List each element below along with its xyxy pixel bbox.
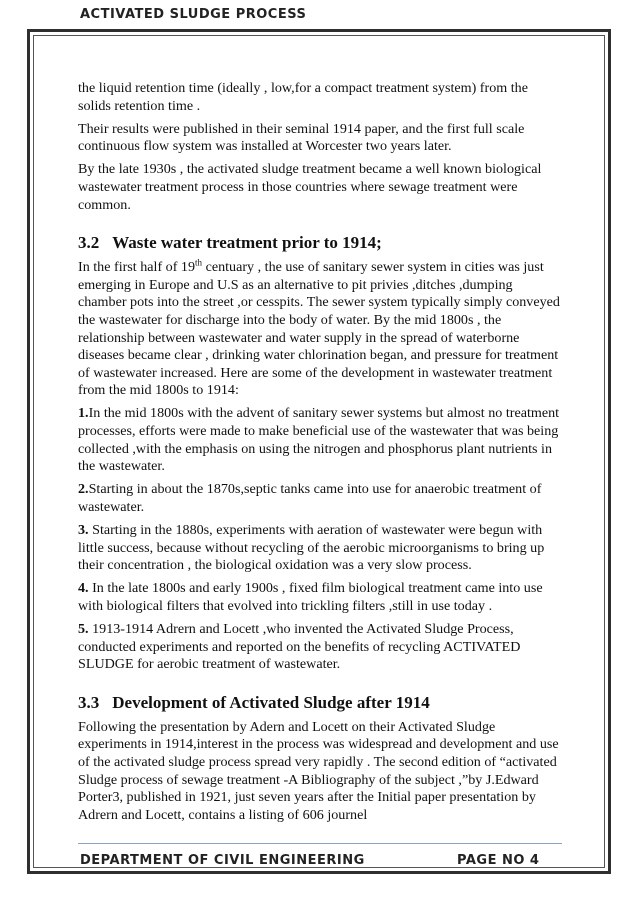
section-title: Development of Activated Sludge after 1914 bbox=[112, 692, 430, 712]
section-heading-3-3 bbox=[78, 693, 562, 713]
section-3-3-body: Following the presentation by Adern and Locett on their Activated Sludge experiments in 1914,interest in the process was widespread and development and use of the activated sludge process spread very rapidly . The second edition of “activated Sludge process of sewage treatment -A Bibliography of the subject ,”by J.Edward Porter3, published in 1921, just seven years after the Initial paper presentation by Adrern and Locett, contains a listing of 606 journel bbox=[78, 718, 559, 823]
section-heading-3-2 bbox=[78, 233, 562, 253]
list-item-text: Starting in about the 1870s,septic tanks came into use for anaerobic treatment of wastewater. bbox=[78, 481, 542, 515]
running-header: ACTIVATED SLUDGE PROCESS bbox=[80, 7, 307, 22]
list-item bbox=[78, 621, 562, 674]
intro-text-b: centuary , the use of sanitary sewer system in cities was just emerging in Europe and U.S as an alternative to pit privies ,ditches ,dumping chamber pots into the street ,or cesspits. The sewer system typically simply conveyed the wastewater for discharge into the body of water. By the mid 1800s , the relationship between wastewater and water supply in the spread of waterborne diseases became clear , drinking water chlorination began, and pressure for treatment of wastewater increased. Here are some of the development in wastewater treatment from the mid 1800s to 1914: bbox=[78, 259, 560, 399]
footer-divider bbox=[78, 843, 562, 844]
list-item-number: 4. bbox=[78, 580, 89, 597]
list-item bbox=[78, 580, 562, 615]
page-content bbox=[78, 80, 562, 830]
list-item-text: In the late 1800s and early 1900s , fixed film biological treatment came into use with biological filters that evolved into trickling filters ,still in use today . bbox=[78, 580, 543, 614]
list-item bbox=[78, 522, 562, 575]
intro-paragraph-1: the liquid retention time (ideally , low,for a compact treatment system) from the solids retention time . bbox=[78, 80, 528, 114]
list-item-number: 5. bbox=[78, 620, 89, 637]
footer-department: DEPARTMENT OF CIVIL ENGINEERING bbox=[80, 853, 365, 868]
intro-text-a: In the first half of 19 bbox=[78, 259, 196, 276]
list-item-text: In the mid 1800s with the advent of sanitary sewer systems but almost no treatment processes, efforts were made to make beneficial use of the wastewater that was being collected ,with the emphasis on using the nitrogen and phosphorus plant nutrients in the wastewater. bbox=[78, 405, 560, 475]
intro-paragraph-2: Their results were published in their seminal 1914 paper, and the first full scale continuous flow system was installed at Worcester two years later. bbox=[78, 120, 525, 155]
section-3-2-intro bbox=[78, 259, 562, 400]
list-item-number: 3. bbox=[78, 521, 89, 538]
section-number: 3.2 bbox=[78, 233, 100, 253]
list-item-number: 1. bbox=[78, 405, 89, 422]
section-number: 3.3 bbox=[78, 692, 100, 712]
list-item-text: 1913-1914 Adrern and Locett ,who invented the Activated Sludge Process, conducted experiments and reported on the benefits of recycling ACTIVATED SLUDGE for aerobic treatment of wastewater. bbox=[78, 620, 521, 673]
list-item bbox=[78, 481, 562, 516]
section-title: Waste water treatment prior to 1914; bbox=[112, 233, 382, 253]
intro-paragraph-3: By the late 1930s , the activated sludge treatment became a well known biological wastewater treatment process in those countries where sewage treatment were common. bbox=[78, 161, 542, 213]
list-item bbox=[78, 405, 562, 475]
superscript-th: th bbox=[195, 257, 203, 268]
list-item-text: Starting in the 1880s, experiments with aeration of wastewater were begun with little success, because without recycling of the aerobic microorganisms to bring up their concentration , the biological oxidation was a very slow process. bbox=[78, 521, 545, 574]
list-item-number: 2. bbox=[78, 481, 89, 498]
footer-page-number: PAGE NO 4 bbox=[457, 853, 540, 868]
